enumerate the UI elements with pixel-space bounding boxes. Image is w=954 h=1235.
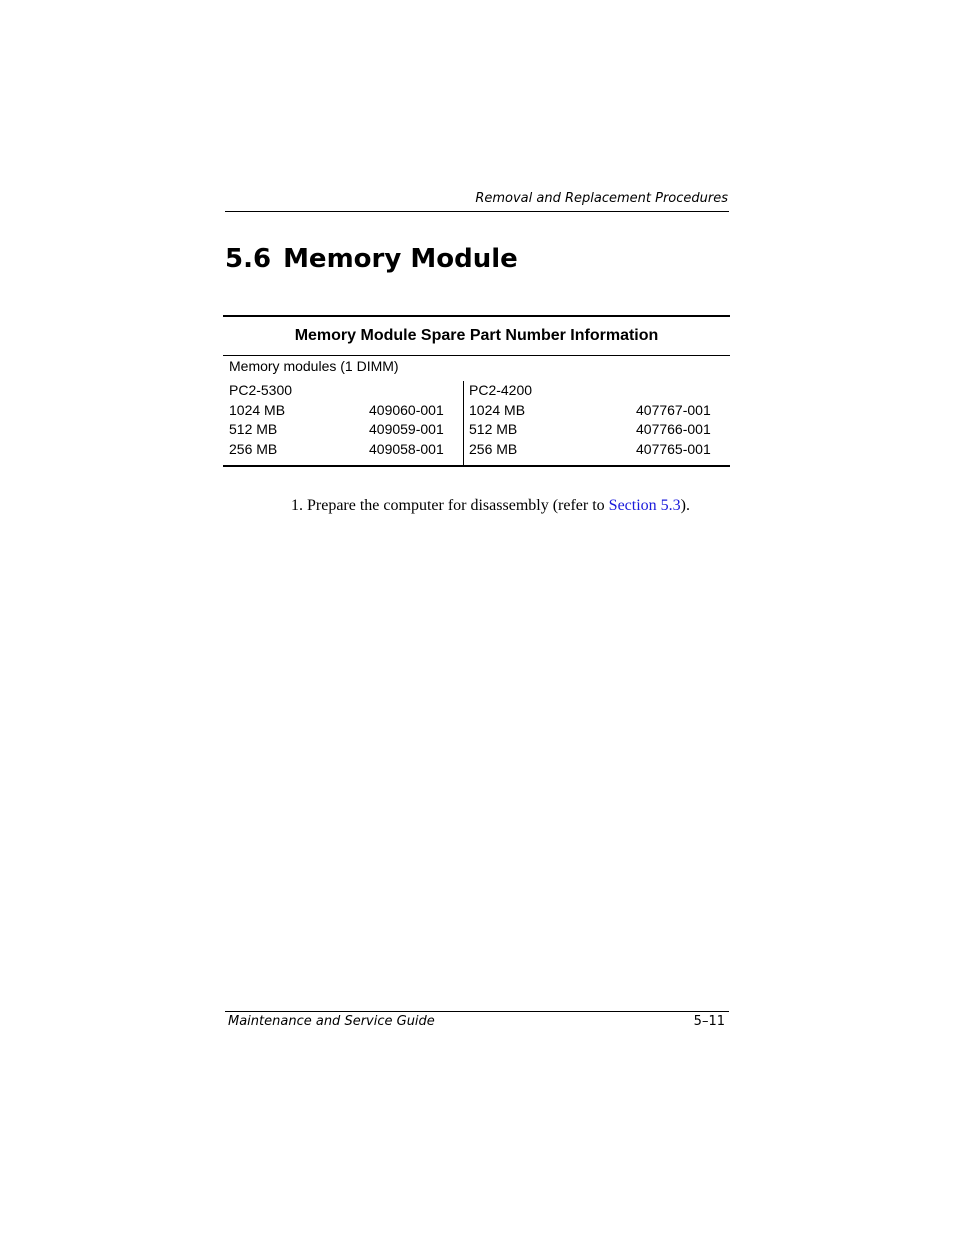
column-heading: PC2-4200 bbox=[469, 382, 533, 398]
table-row bbox=[464, 381, 731, 401]
running-head: Removal and Replacement Procedures bbox=[475, 191, 728, 206]
memory-size: 512 MB bbox=[469, 421, 518, 437]
footer-title: Maintenance and Service Guide bbox=[228, 1014, 435, 1029]
table-row bbox=[464, 420, 731, 440]
section-number: 5.6 bbox=[225, 244, 272, 274]
section-link[interactable]: Section 5.3 bbox=[608, 497, 681, 514]
table-columns bbox=[223, 381, 730, 465]
part-number: 409059-001 bbox=[369, 421, 444, 437]
memory-size: 1024 MB bbox=[229, 401, 286, 418]
table-row bbox=[223, 381, 463, 401]
part-number: 407765-001 bbox=[636, 440, 711, 457]
part-number: 407766-001 bbox=[636, 421, 711, 437]
section-heading bbox=[225, 241, 518, 277]
table-row bbox=[223, 401, 463, 421]
memory-size: 256 MB bbox=[229, 440, 278, 457]
memory-size: 256 MB bbox=[469, 440, 518, 457]
column-heading: PC2-5300 bbox=[229, 382, 293, 398]
table-row bbox=[464, 401, 731, 421]
part-number: 409058-001 bbox=[369, 440, 444, 457]
table-column-left bbox=[223, 381, 463, 459]
table-row bbox=[223, 420, 463, 440]
table-title: Memory Module Spare Part Number Information bbox=[223, 317, 730, 356]
step-text: 1. Prepare the computer for disassembly (refer to bbox=[291, 497, 609, 514]
part-number: 407767-001 bbox=[636, 401, 711, 418]
header-rule bbox=[225, 211, 729, 212]
table-subtitle: Memory modules (1 DIMM) bbox=[229, 358, 399, 374]
table-row bbox=[223, 440, 463, 460]
procedure-step bbox=[291, 495, 690, 517]
page-number: 5–11 bbox=[693, 1014, 725, 1029]
footer-rule bbox=[225, 1011, 729, 1012]
memory-size: 512 MB bbox=[229, 421, 278, 437]
part-number: 409060-001 bbox=[369, 401, 444, 418]
table-column-right bbox=[463, 381, 731, 465]
step-text-end: ). bbox=[680, 497, 690, 514]
spare-part-table bbox=[223, 315, 730, 467]
table-row bbox=[464, 440, 731, 460]
memory-size: 1024 MB bbox=[469, 401, 526, 418]
section-title: Memory Module bbox=[283, 244, 518, 274]
